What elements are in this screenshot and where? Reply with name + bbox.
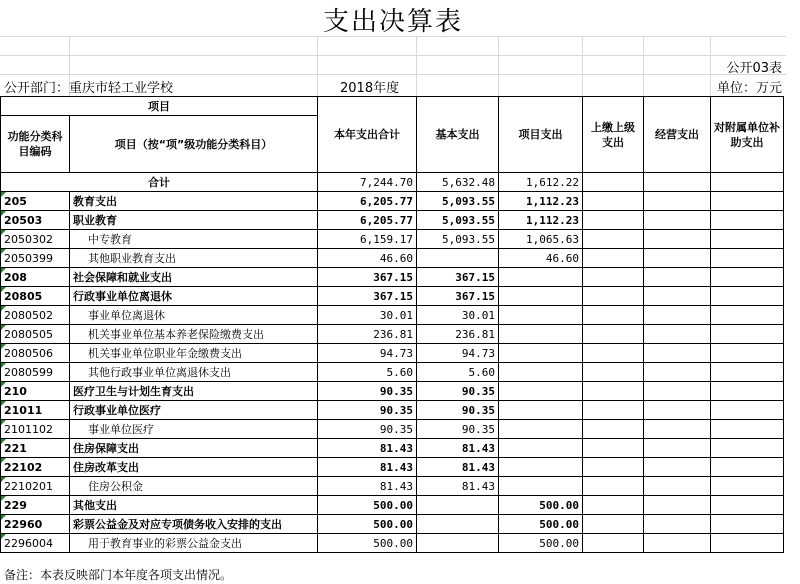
row-project	[499, 458, 583, 477]
row-basic: 367.15	[417, 287, 499, 306]
table-row	[1, 439, 784, 458]
table-row	[1, 344, 784, 363]
row-name: 机关事业单位基本养老保险缴费支出	[70, 325, 318, 344]
row-basic: 30.01	[417, 306, 499, 325]
row-name: 职业教育	[70, 211, 318, 230]
row-code: 22102	[1, 458, 70, 477]
row-business	[644, 344, 711, 363]
row-code: 22960	[1, 515, 70, 534]
row-project	[499, 382, 583, 401]
row-subsidy	[711, 496, 784, 515]
header-name: 项目（按“项”级功能分类科目）	[70, 116, 318, 173]
row-subsidy	[711, 192, 784, 211]
row-business	[644, 496, 711, 515]
row-subsidy	[711, 401, 784, 420]
row-business	[644, 515, 711, 534]
row-project: 1,065.63	[499, 230, 583, 249]
table-row	[1, 211, 784, 230]
row-total: 500.00	[318, 496, 417, 515]
row-code: 2050302	[1, 230, 70, 249]
row-subsidy	[711, 420, 784, 439]
row-subsidy	[711, 534, 784, 553]
table-row	[1, 230, 784, 249]
row-upper	[583, 496, 644, 515]
row-basic	[417, 534, 499, 553]
header-group: 项目	[1, 97, 318, 116]
year-label: 2018年度	[340, 81, 400, 96]
total-project: 1,612.22	[499, 173, 583, 192]
row-subsidy	[711, 325, 784, 344]
row-total: 81.43	[318, 439, 417, 458]
table-row	[1, 287, 784, 306]
row-project	[499, 325, 583, 344]
row-project	[499, 477, 583, 496]
row-business	[644, 363, 711, 382]
row-upper	[583, 363, 644, 382]
row-upper	[583, 344, 644, 363]
row-total: 94.73	[318, 344, 417, 363]
total-label: 合计	[1, 173, 318, 192]
row-total: 5.60	[318, 363, 417, 382]
row-basic: 81.43	[417, 477, 499, 496]
row-subsidy	[711, 477, 784, 496]
row-name: 用于教育事业的彩票公益金支出	[70, 534, 318, 553]
row-subsidy	[711, 439, 784, 458]
row-business	[644, 192, 711, 211]
row-name: 医疗卫生与计划生育支出	[70, 382, 318, 401]
row-name: 事业单位离退休	[70, 306, 318, 325]
row-subsidy	[711, 344, 784, 363]
row-name: 其他行政事业单位离退休支出	[70, 363, 318, 382]
page-title: 支出决算表	[322, 7, 463, 37]
row-basic: 94.73	[417, 344, 499, 363]
row-name: 住房改革支出	[70, 458, 318, 477]
row-business	[644, 287, 711, 306]
row-code: 2210201	[1, 477, 70, 496]
row-total: 6,205.77	[318, 211, 417, 230]
total-basic: 5,632.48	[417, 173, 499, 192]
header-total: 本年支出合计	[318, 97, 417, 173]
row-name: 事业单位医疗	[70, 420, 318, 439]
row-project: 500.00	[499, 496, 583, 515]
row-subsidy	[711, 515, 784, 534]
row-basic: 81.43	[417, 458, 499, 477]
row-total: 500.00	[318, 515, 417, 534]
row-subsidy	[711, 230, 784, 249]
row-basic: 90.35	[417, 401, 499, 420]
row-project	[499, 420, 583, 439]
table-row	[1, 192, 784, 211]
total-upper	[583, 173, 644, 192]
row-project	[499, 268, 583, 287]
row-total: 90.35	[318, 420, 417, 439]
row-total: 90.35	[318, 382, 417, 401]
row-name: 其他支出	[70, 496, 318, 515]
row-total: 236.81	[318, 325, 417, 344]
row-basic: 5,093.55	[417, 230, 499, 249]
header-basic: 基本支出	[417, 97, 499, 173]
row-upper	[583, 458, 644, 477]
row-name: 其他职业教育支出	[70, 249, 318, 268]
row-code: 20503	[1, 211, 70, 230]
row-project: 1,112.23	[499, 192, 583, 211]
row-name: 教育支出	[70, 192, 318, 211]
header-project: 项目支出	[499, 97, 583, 173]
unit-label: 单位：万元	[716, 81, 782, 96]
header-code: 功能分类科目编码	[1, 116, 70, 173]
row-basic: 236.81	[417, 325, 499, 344]
table-row	[1, 382, 784, 401]
row-project: 46.60	[499, 249, 583, 268]
table-row	[1, 401, 784, 420]
row-business	[644, 477, 711, 496]
row-total: 30.01	[318, 306, 417, 325]
row-upper	[583, 382, 644, 401]
row-name: 彩票公益金及对应专项债务收入安排的支出	[70, 515, 318, 534]
row-upper	[583, 287, 644, 306]
grid-line	[710, 36, 711, 96]
header-subsidy: 对附属单位补助支出	[711, 97, 784, 173]
row-total: 500.00	[318, 534, 417, 553]
row-business	[644, 382, 711, 401]
grid-line	[0, 74, 786, 75]
row-subsidy	[711, 211, 784, 230]
row-business	[644, 325, 711, 344]
row-code: 21011	[1, 401, 70, 420]
row-business	[644, 420, 711, 439]
row-upper	[583, 230, 644, 249]
row-basic: 5.60	[417, 363, 499, 382]
total-row	[1, 173, 784, 192]
row-total: 46.60	[318, 249, 417, 268]
row-name: 社会保障和就业支出	[70, 268, 318, 287]
row-business	[644, 230, 711, 249]
row-name: 中专教育	[70, 230, 318, 249]
row-upper	[583, 268, 644, 287]
grid-line	[0, 55, 786, 56]
row-basic	[417, 249, 499, 268]
row-business	[644, 401, 711, 420]
row-business	[644, 458, 711, 477]
total-business	[644, 173, 711, 192]
grid-line	[416, 36, 417, 96]
row-name: 住房保障支出	[70, 439, 318, 458]
row-code: 210	[1, 382, 70, 401]
row-business	[644, 534, 711, 553]
row-name: 住房公积金	[70, 477, 318, 496]
row-name: 行政事业单位离退休	[70, 287, 318, 306]
row-upper	[583, 325, 644, 344]
row-subsidy	[711, 287, 784, 306]
row-upper	[583, 477, 644, 496]
total-subsidy	[711, 173, 784, 192]
row-total: 6,205.77	[318, 192, 417, 211]
table-row	[1, 477, 784, 496]
row-basic	[417, 515, 499, 534]
row-code: 2296004	[1, 534, 70, 553]
table-number: 公开03表	[726, 61, 782, 76]
row-project	[499, 439, 583, 458]
row-basic: 90.35	[417, 382, 499, 401]
grid-line	[643, 36, 644, 96]
row-code: 205	[1, 192, 70, 211]
grid-line	[582, 36, 583, 96]
row-total: 367.15	[318, 287, 417, 306]
row-name: 机关事业单位职业年金缴费支出	[70, 344, 318, 363]
grid-line	[317, 36, 318, 96]
table-row	[1, 363, 784, 382]
row-subsidy	[711, 363, 784, 382]
table-row	[1, 496, 784, 515]
row-code: 20805	[1, 287, 70, 306]
row-total: 81.43	[318, 458, 417, 477]
row-subsidy	[711, 382, 784, 401]
table-row	[1, 325, 784, 344]
table-row	[1, 268, 784, 287]
row-business	[644, 439, 711, 458]
table-row	[1, 534, 784, 553]
row-code: 2080502	[1, 306, 70, 325]
row-code: 2050399	[1, 249, 70, 268]
row-basic: 5,093.55	[417, 192, 499, 211]
row-code: 2101102	[1, 420, 70, 439]
row-code: 208	[1, 268, 70, 287]
header-business: 经营支出	[644, 97, 711, 173]
table-row	[1, 420, 784, 439]
row-subsidy	[711, 268, 784, 287]
row-project	[499, 401, 583, 420]
row-project: 1,112.23	[499, 211, 583, 230]
row-subsidy	[711, 306, 784, 325]
row-code: 2080505	[1, 325, 70, 344]
row-upper	[583, 249, 644, 268]
row-code: 221	[1, 439, 70, 458]
row-upper	[583, 420, 644, 439]
row-business	[644, 211, 711, 230]
footnote: 备注：本表反映部门本年度各项支出情况。	[4, 568, 233, 582]
row-basic: 81.43	[417, 439, 499, 458]
row-code: 2080506	[1, 344, 70, 363]
row-business	[644, 306, 711, 325]
row-upper	[583, 515, 644, 534]
expenditure-table	[0, 96, 784, 553]
row-name: 行政事业单位医疗	[70, 401, 318, 420]
row-subsidy	[711, 458, 784, 477]
row-subsidy	[711, 249, 784, 268]
row-project: 500.00	[499, 534, 583, 553]
row-upper	[583, 534, 644, 553]
row-basic: 367.15	[417, 268, 499, 287]
row-project: 500.00	[499, 515, 583, 534]
total-total: 7,244.70	[318, 173, 417, 192]
row-business	[644, 249, 711, 268]
table-row	[1, 306, 784, 325]
header-row-group	[1, 97, 784, 116]
table-row	[1, 515, 784, 534]
row-total: 367.15	[318, 268, 417, 287]
row-basic	[417, 496, 499, 515]
row-total: 6,159.17	[318, 230, 417, 249]
row-basic: 90.35	[417, 420, 499, 439]
row-upper	[583, 211, 644, 230]
row-project	[499, 344, 583, 363]
header-upper: 上缴上级支出	[583, 97, 644, 173]
row-project	[499, 306, 583, 325]
row-upper	[583, 439, 644, 458]
row-project	[499, 287, 583, 306]
row-code: 229	[1, 496, 70, 515]
table-row	[1, 249, 784, 268]
row-upper	[583, 306, 644, 325]
row-total: 90.35	[318, 401, 417, 420]
row-basic: 5,093.55	[417, 211, 499, 230]
grid-line	[498, 36, 499, 96]
row-project	[499, 363, 583, 382]
row-upper	[583, 192, 644, 211]
table-row	[1, 458, 784, 477]
row-code: 2080599	[1, 363, 70, 382]
row-business	[644, 268, 711, 287]
row-upper	[583, 401, 644, 420]
row-total: 81.43	[318, 477, 417, 496]
department-label: 公开部门：重庆市轻工业学校	[4, 81, 174, 96]
